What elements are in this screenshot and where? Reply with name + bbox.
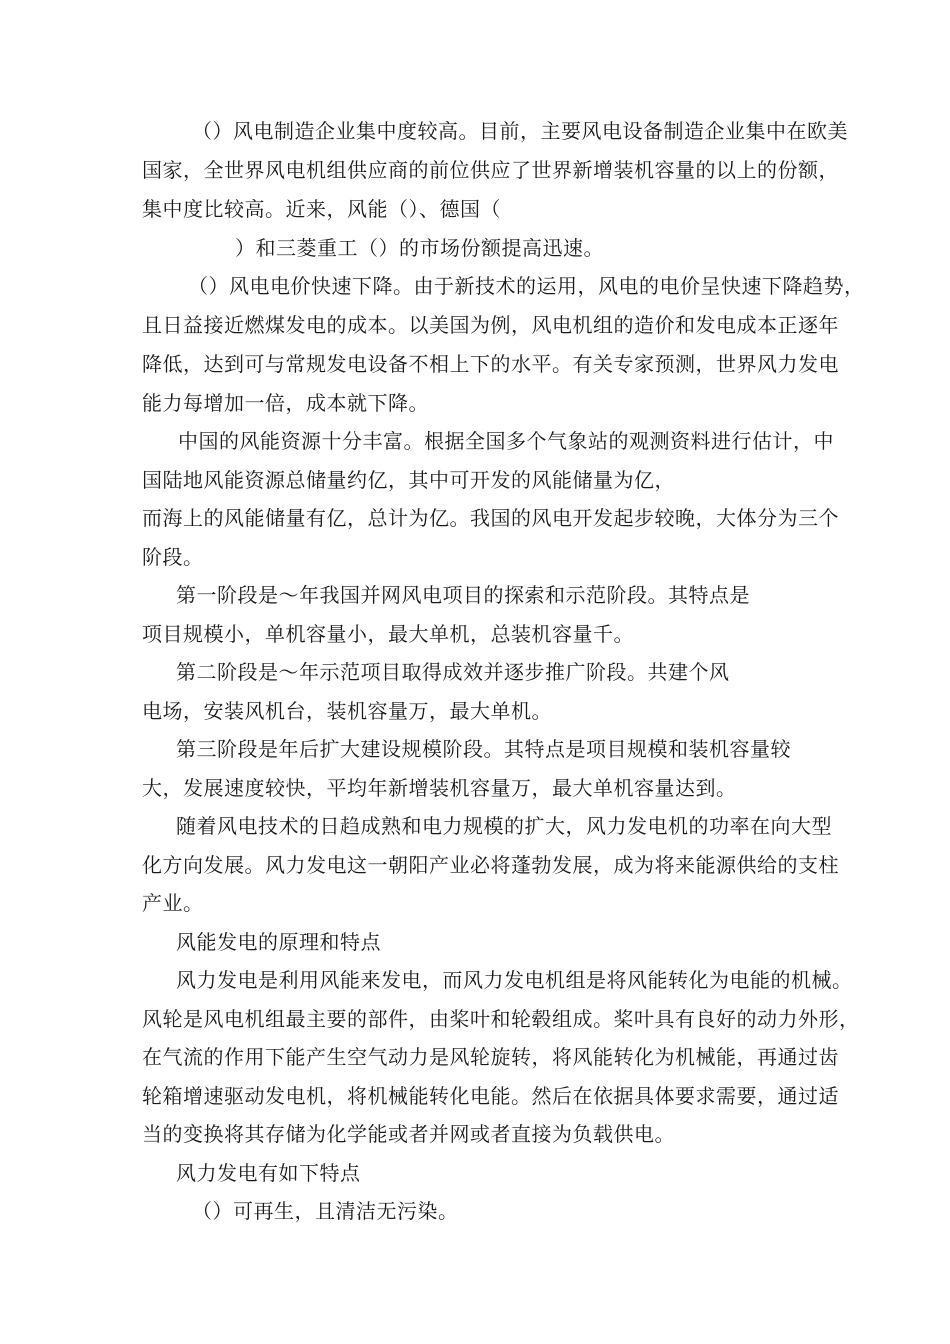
text-line: 第一阶段是～年我国并网风电项目的探索和示范阶段。其特点是: [176, 583, 750, 607]
text-line: 第三阶段是年后扩大建设规模阶段。其特点是项目规模和装机容量较: [176, 737, 791, 761]
section-heading: 风能发电的原理和特点: [176, 930, 381, 954]
section-subheading: 风力发电有如下特点: [176, 1161, 361, 1185]
text-line: 集中度比较高。近来，风能（）、德国（: [142, 197, 501, 221]
text-line: 第二阶段是～年示范项目取得成效并逐步推广阶段。共建个风: [176, 660, 730, 684]
text-line: 而海上的风能储量有亿，总计为亿。我国的风电开发起步较晚，大体分为三个: [142, 506, 839, 530]
text-line: （）风电制造企业集中度较高。目前，主要风电设备制造企业集中在欧美: [192, 119, 848, 143]
text-line: 项目规模小，单机容量小，最大单机，总装机容量千。: [142, 622, 634, 646]
text-line: 电场，安装风机台，装机容量万，最大单机。: [142, 699, 552, 723]
text-line: 产业。: [142, 891, 204, 915]
text-line: ）和三菱重工（）的市场份额提高迅速。: [235, 236, 604, 260]
text-line: 风轮是风电机组最主要的部件，由桨叶和轮毂组成。桨叶具有良好的动力外形，: [142, 1007, 860, 1031]
text-line: 轮箱增速驱动发电机，将机械能转化电能。然后在依据具体要求需要，通过适: [142, 1084, 839, 1108]
text-line: 国家，全世界风电机组供应商的前位供应了世界新增装机容量的以上的份额，: [142, 158, 839, 182]
text-line: 随着风电技术的日趋成熟和电力规模的扩大，风力发电机的功率在向大型: [176, 814, 832, 838]
text-line: 阶段。: [142, 545, 204, 569]
text-line: 大，发展速度较快，平均年新增装机容量万，最大单机容量达到。: [142, 776, 737, 800]
text-line: 国陆地风能资源总储量约亿，其中可开发的风能储量为亿，: [142, 468, 675, 492]
text-line: 且日益接近燃煤发电的成本。以美国为例，风电机组的造价和发电成本正逐年: [142, 313, 839, 337]
text-line: 当的变换将其存储为化学能或者并网或者直接为负载供电。: [142, 1122, 675, 1146]
text-line: 降低，达到可与常规发电设备不相上下的水平。有关专家预测，世界风力发电: [142, 352, 839, 376]
list-item: （）可再生，且清洁无污染。: [192, 1199, 459, 1223]
text-line: 中国的风能资源十分丰富。根据全国多个气象站的观测资料进行估计，中: [178, 429, 834, 453]
text-line: （）风电电价快速下降。由于新技术的运用，风电的电价呈快速下降趋势，: [188, 274, 865, 298]
text-line: 能力每增加一倍，成本就下降。: [142, 391, 429, 415]
text-line: 风力发电是利用风能来发电，而风力发电机组是将风能转化为电能的机械。: [176, 968, 853, 992]
text-line: 化方向发展。风力发电这一朝阳产业必将蓬勃发展，成为将来能源供给的支柱: [142, 853, 839, 877]
text-line: 在气流的作用下能产生空气动力是风轮旋转，将风能转化为机械能，再通过齿: [142, 1045, 839, 1069]
